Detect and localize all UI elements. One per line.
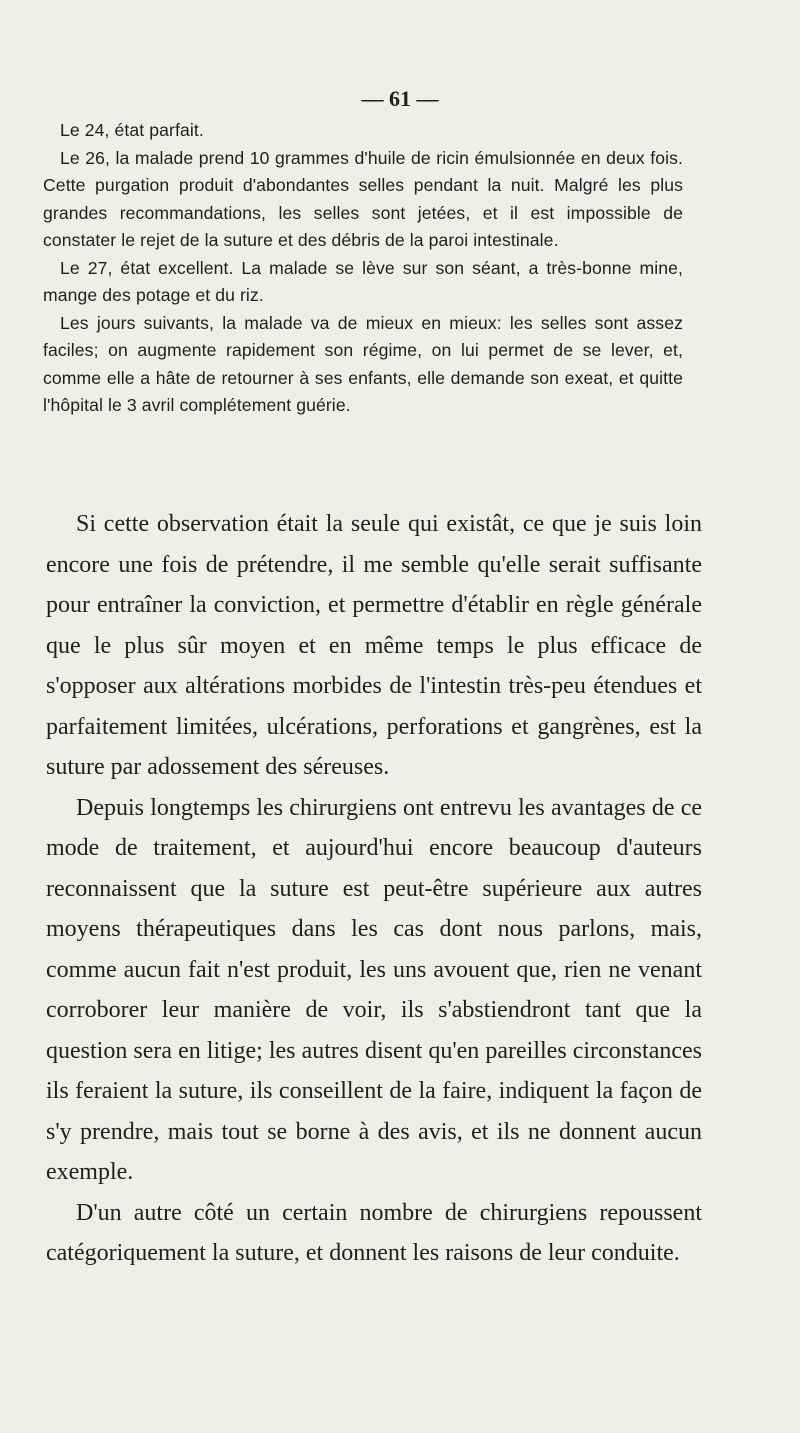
case-note-paragraph: Les jours suivants, la malade va de mieux en mieux: les selles sont assez faciles; on augmente rapidement son régime, on lui permet de se lever, et, comme elle a hâte de retourner à ses enfants, elle demande son exeat, et quitte l'hôpital le 3 avril complétement guérie.	[43, 312, 683, 415]
body-paragraph: D'un autre côté un certain nombre de chirurgiens repoussent catégoriquement la suture, et donnent les raisons de leur conduite.	[46, 1199, 702, 1266]
case-note-paragraph: Le 26, la malade prend 10 grammes d'huile de ricin émulsionnée en deux fois. Cette purgation produit d'abondantes selles pendant la nuit. Malgré les plus grandes recommandations, les selles sont jetées, et il est impossible de constater le rejet de la suture et des débris de la paroi intestinale.	[43, 147, 683, 250]
case-notes-section	[43, 117, 683, 420]
main-text-section	[46, 504, 702, 1274]
case-note-paragraph: Le 27, état excellent. La malade se lève sur son séant, a très-bonne mine, mange des potage et du riz.	[43, 257, 683, 305]
page-number: — 61 —	[361, 86, 439, 111]
body-paragraph: Si cette observation était la seule qui existât, ce que je suis loin encore une fois de prétendre, il me semble qu'elle serait suffisante pour entraîner la conviction, et permettre d'établir en règle générale que le plus sûr moyen et en même temps le plus efficace de s'opposer aux altérations morbides de l'intestin très-peu étendues et parfaitement limitées, ulcérations, perforations et gangrènes, est la suture par adossement des séreuses.	[46, 511, 702, 780]
case-note-paragraph: Le 24, état parfait.	[60, 120, 204, 140]
body-paragraph: Depuis longtemps les chirurgiens ont entrevu les avantages de ce mode de traitement, et aujourd'hui encore beaucoup d'auteurs reconnaissent que la suture est peut-être supérieure aux autres moyens thérapeutiques dans les cas dont nous parlons, mais, comme aucun fait n'est produit, les uns avouent que, rien ne venant corroborer leur manière de voir, ils s'abstiendront tant que la question sera en litige; les autres disent qu'en pareilles circonstances ils feraient la suture, ils conseillent de la faire, indiquent la façon de s'y prendre, mais tout se borne à des avis, et ils ne donnent aucun exemple.	[46, 794, 702, 1185]
